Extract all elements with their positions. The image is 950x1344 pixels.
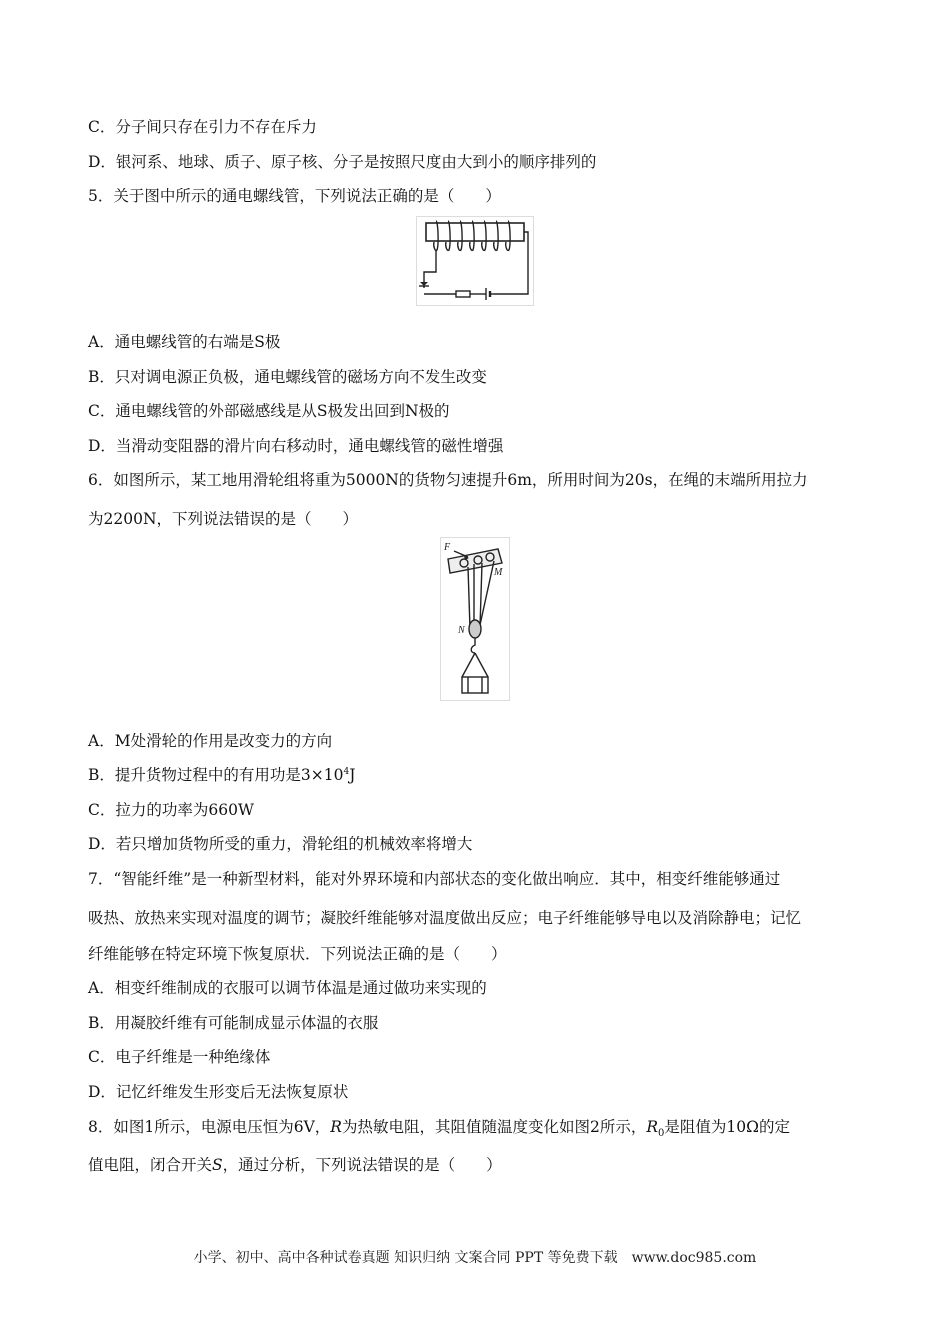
option-4d: D．银河系、地球、质子、原子核、分子是按照尺度由大到小的顺序排列的 bbox=[88, 153, 597, 171]
question-7-line-2: 吸热、放热来实现对温度的调节；凝胶纤维能够对温度做出反应；电子纤维能够导电以及消除静电；记忆 bbox=[88, 909, 802, 927]
option-7a: A．相变纤维制成的衣服可以调节体温是通过做功来实现的 bbox=[88, 979, 487, 997]
option-7c: C．电子纤维是一种绝缘体 bbox=[88, 1048, 271, 1066]
option-7b: B．用凝胶纤维有可能制成显示体温的衣服 bbox=[88, 1014, 379, 1032]
q8-var-r: R bbox=[330, 1118, 342, 1136]
question-7-line-3: 纤维能够在特定环境下恢复原状．下列说法正确的是（ ） bbox=[88, 945, 507, 963]
question-6-line-1: 6．如图所示，某工地用滑轮组将重为5000N的货物匀速提升6m，所用时间为20s，在绳的末端所用拉力 bbox=[88, 471, 808, 489]
q8-text-e: ，通过分析，下列说法错误的是（ ） bbox=[222, 1156, 502, 1174]
option-6b-unit: J bbox=[349, 766, 356, 784]
q8-var-r0: R bbox=[646, 1118, 658, 1136]
solenoid-circuit-figure bbox=[416, 216, 534, 306]
option-5b: B．只对调电源正负极，通电螺线管的磁场方向不发生改变 bbox=[88, 368, 487, 386]
option-5c: C．通电螺线管的外部磁感线是从S极发出回到N极的 bbox=[88, 402, 450, 420]
option-5a: A．通电螺线管的右端是S极 bbox=[88, 333, 281, 351]
option-6b-text: B．提升货物过程中的有用功是3×10 bbox=[88, 766, 344, 784]
question-5: 5．关于图中所示的通电螺线管，下列说法正确的是（ ） bbox=[88, 187, 501, 205]
q8-text-c: 是阻值为10Ω的定 bbox=[664, 1118, 790, 1136]
pulley-m-label: M bbox=[494, 567, 503, 578]
question-6-line-2: 为2200N，下列说法错误的是（ ） bbox=[88, 510, 359, 528]
option-5d: D．当滑动变阻器的滑片向右移动时，通电螺线管的磁性增强 bbox=[88, 437, 504, 455]
q8-var-r0-subscript: 0 bbox=[658, 1128, 665, 1140]
option-4c: C．分子间只存在引力不存在斥力 bbox=[88, 118, 317, 136]
question-7-line-1: 7．“智能纤维”是一种新型材料，能对外界环境和内部状态的变化做出响应．其中，相变纤维能够通过 bbox=[88, 870, 781, 888]
option-7d: D．记忆纤维发生形变后无法恢复原状 bbox=[88, 1083, 349, 1101]
q8-var-s: S bbox=[212, 1156, 223, 1174]
question-8-line-2 bbox=[88, 1155, 502, 1175]
q8-text-a: 8．如图1所示，电源电压恒为6V， bbox=[88, 1118, 331, 1136]
q8-text-d: 值电阻，闭合开关 bbox=[88, 1156, 213, 1174]
pulley-n-label: N bbox=[458, 625, 465, 636]
option-6b bbox=[88, 765, 355, 785]
option-6a: A．M处滑轮的作用是改变力的方向 bbox=[88, 732, 333, 750]
q8-text-b: 为热敏电阻，其阻值随温度变化如图2所示， bbox=[341, 1118, 647, 1136]
option-6d: D．若只增加货物所受的重力，滑轮组的机械效率将增大 bbox=[88, 835, 473, 853]
question-8-line-1 bbox=[88, 1117, 790, 1140]
option-6c: C．拉力的功率为660W bbox=[88, 801, 254, 819]
page-footer: 小学、初中、高中各种试卷真题 知识归纳 文案合同 PPT 等免费下载 www.doc985.com bbox=[193, 1250, 757, 1266]
option-6b-exponent: 4 bbox=[343, 766, 350, 777]
force-label: F bbox=[444, 542, 451, 553]
pulley-system-figure bbox=[440, 537, 510, 701]
